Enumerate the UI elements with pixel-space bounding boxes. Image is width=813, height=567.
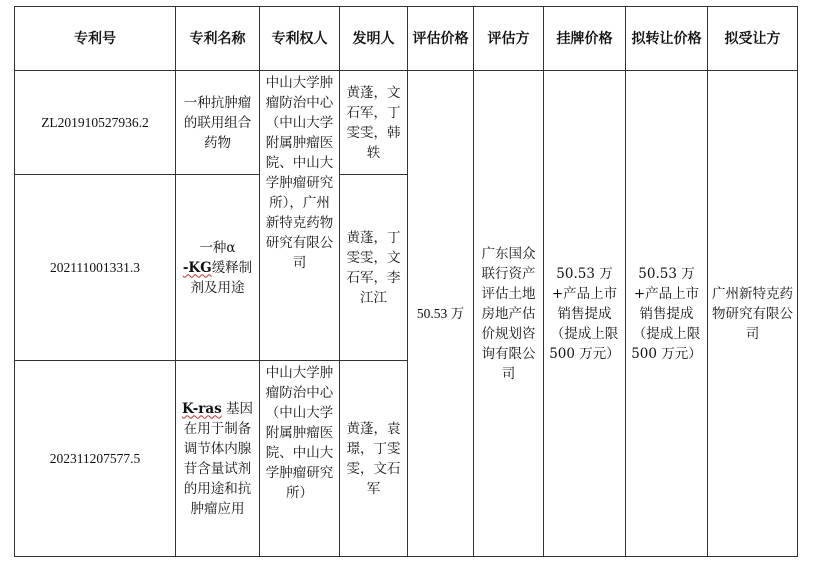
transfer-price-text: 50.53 万+产品上市销售提成（提成上限 500 万元） <box>631 265 702 362</box>
transferee-text: 广州新特克药物研究有限公司 <box>712 285 793 342</box>
inventors-cell <box>340 361 408 557</box>
patent-name-lead: K-ras <box>181 400 222 417</box>
patent-holder-text: 中山大学肿瘤防治中心（中山大学附属肿瘤医院、中山大学肿瘤研究所） <box>265 365 334 501</box>
inventors-cell <box>340 71 408 175</box>
inventors-text: 黄蓬，文石军，丁雯雯，韩轶 <box>346 84 401 161</box>
inventors-text: 黄蓬，袁璟，丁雯雯，文石军 <box>346 420 401 497</box>
header-patent-no: 专利号 <box>15 7 176 71</box>
evaluator-cell <box>474 71 544 557</box>
patent-name-rest: 缓释制剂及用途 <box>190 259 253 296</box>
list-price-cell <box>544 71 626 557</box>
patent-number-cell: 202111001331.3 <box>15 175 176 361</box>
header-inventors: 发明人 <box>340 7 408 71</box>
patent-holder-cell <box>260 71 340 361</box>
patent-name-lead-2: -KG <box>182 259 212 276</box>
header-patent-holder: 专利权人 <box>260 7 340 71</box>
patent-name-text <box>179 399 256 519</box>
transfer-price-cell <box>626 71 708 557</box>
header-eval-price: 评估价格 <box>408 7 474 71</box>
eval-price-cell <box>408 71 474 557</box>
patent-table <box>14 6 798 557</box>
patent-number-cell: ZL201910527936.2 <box>15 71 176 175</box>
evaluator-text: 广东国众联行资产评估土地房地产估价规划咨询有限公司 <box>481 245 536 382</box>
patent-holder-cell <box>260 361 340 557</box>
patent-holder-text: 中山大学肿瘤防治中心（中山大学附属肿瘤医院、中山大学肿瘤研究所），广州新特克药物研究有限公司 <box>265 75 334 271</box>
transferee-cell <box>708 71 798 557</box>
eval-price-text: 50.53 万 <box>416 305 465 321</box>
header-list-price: 挂牌价格 <box>544 7 626 71</box>
inventors-cell <box>340 175 408 361</box>
table-row <box>15 71 798 175</box>
patent-name-lead: 一种α <box>199 239 236 256</box>
patent-name-text: 一种抗肿瘤的联用组合药物 <box>183 94 252 151</box>
patent-name-text <box>179 238 256 298</box>
header-row <box>15 7 798 71</box>
header-transferee: 拟受让方 <box>708 7 798 71</box>
patent-name-rest: 基因在用于制备调节体内腺苷含量试剂的用途和抗肿瘤应用 <box>183 400 254 517</box>
header-transfer-price: 拟转让价格 <box>626 7 708 71</box>
inventors-text: 黄蓬，丁雯雯，文石军，李江江 <box>346 229 401 306</box>
patent-number-cell: 202311207577.5 <box>15 361 176 557</box>
patent-name-cell <box>176 71 260 175</box>
patent-name-cell <box>176 175 260 361</box>
patent-name-cell <box>176 361 260 557</box>
header-evaluator: 评估方 <box>474 7 544 71</box>
list-price-text: 50.53 万+产品上市销售提成（提成上限 500 万元） <box>549 265 620 362</box>
header-patent-name: 专利名称 <box>176 7 260 71</box>
